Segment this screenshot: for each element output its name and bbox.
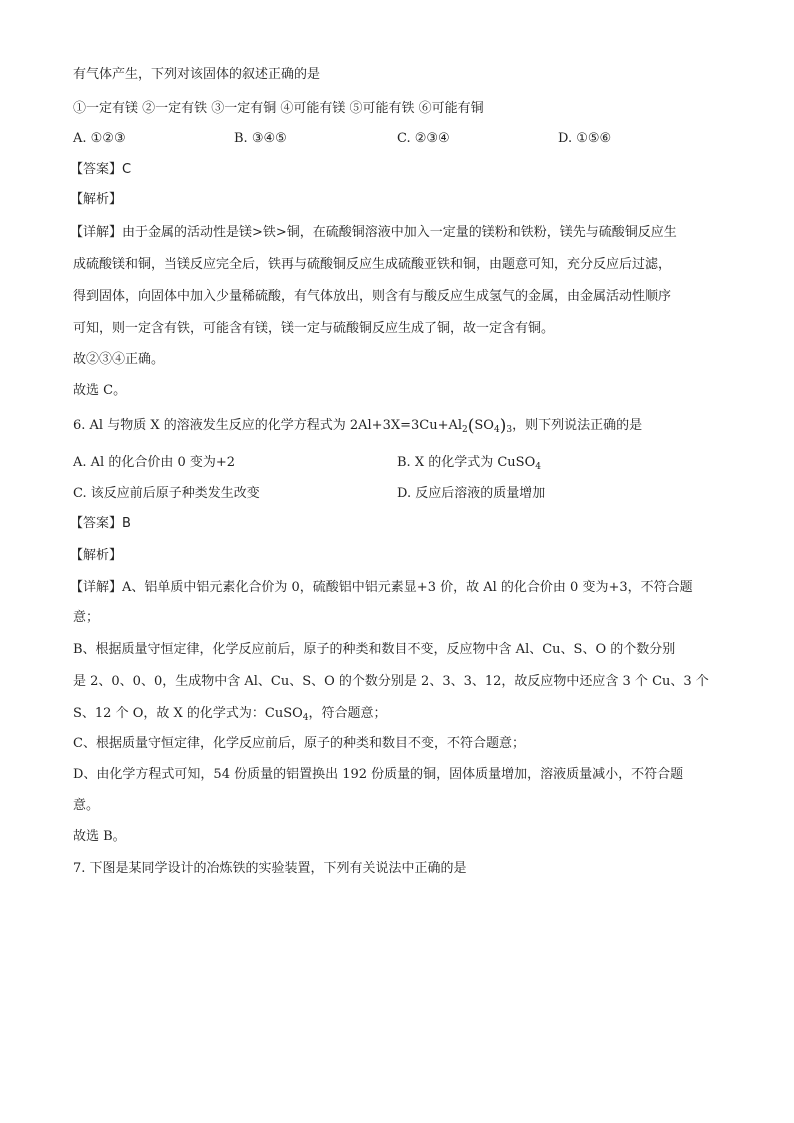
q6-choose: 故选 B。 — [73, 829, 126, 844]
detail-label: 【详解】 — [70, 225, 123, 240]
q5-choose: 故选 C。 — [73, 383, 127, 398]
q6-detail-line-3: B、根据质量守恒定律，化学反应前后，原子的种类和数目不变，反应物中含 Al、Cu、S、O 的个数分别 — [73, 642, 676, 657]
q5-detail-line-4: 可知，则一定含有铁，可能含有镁，镁一定与硫酸铜反应生成了铜，故一定含有铜。 — [73, 321, 555, 336]
q6-detail-line-6: C、根据质量守恒定律，化学反应前后，原子的种类和数目不变，不符合题意； — [73, 736, 525, 751]
q5-detail-line-1: 【详解】由于金属的活动性是镁>铁>铜，在硫酸铜溶液中加入一定量的镁粉和铁粉，镁先与硫酸铜反应生 — [70, 225, 677, 240]
answer-label: 【答案】 — [70, 516, 123, 531]
q6-detail-line-4: 是 2、0、0、0，生成物中含 Al、Cu、S、O 的个数分别是 2、3、3、12，故反应物中还应含 3 个 Cu、3 个 — [73, 674, 709, 689]
q7-stem: 7. 下图是某同学设计的冶炼铁的实验装置，下列有关说法中正确的是 — [73, 861, 467, 876]
q6-detail-line-8: 意。 — [73, 798, 100, 813]
q5-conclusion: 故②③④正确。 — [73, 352, 165, 367]
q6-analysis-label: 【解析】 — [70, 548, 123, 563]
q6-detail-line-2: 意； — [73, 610, 100, 625]
answer-value: C — [122, 162, 132, 177]
q5-option-a: A. ①②③ — [73, 131, 126, 146]
q6-option-c: C. 该反应前后原子种类发生改变 — [73, 486, 260, 501]
q6-detail-line-7: D、由化学方程式可知，54 份质量的铝置换出 192 份质量的铜，固体质量增加，溶液质量减小，不符合题 — [73, 767, 684, 782]
q5-statements: ①一定有镁 ②一定有铁 ③一定有铜 ④可能有镁 ⑤可能有铁 ⑥可能有铜 — [73, 101, 484, 116]
q5-answer — [70, 161, 131, 179]
q5-detail-line-3: 得到固体，向固体中加入少量稀硫酸，有气体放出，则含有与酸反应生成氢气的金属，由金属活动性顺序 — [73, 289, 672, 304]
q6-option-b: B. X 的化学式为 CuSO$_4$ — [397, 455, 541, 472]
answer-label: 【答案】 — [70, 162, 123, 177]
q5-analysis-label: 【解析】 — [70, 192, 123, 207]
q6-stem: 6. Al 与物质 X 的溶液发生反应的化学方程式为 $2Al+3X=3Cu+Al_2(SO_4)_3$，则下列说法正确的是 — [73, 416, 643, 436]
q5-option-c: C. ②③④ — [397, 131, 450, 146]
q6-detail-line-1: 【详解】A、铝单质中铝元素化合价为 0，硫酸铝中铝元素显+3 价，故 Al 的化合价由 0 变为+3，不符合题 — [70, 580, 693, 595]
q5-option-d: D. ①⑤⑥ — [558, 131, 612, 146]
answer-value: B — [122, 516, 131, 531]
q6-option-a: A. Al 的化合价由 0 变为+2 — [73, 455, 236, 470]
q5-option-b: B. ③④⑤ — [234, 131, 287, 146]
q6-option-d: D. 反应后溶液的质量增加 — [397, 486, 546, 501]
q5-detail-line-2: 成硫酸镁和铜，当镁反应完全后，铁再与硫酸铜反应生成硫酸亚铁和铜，由题意可知，充分反应后过滤， — [73, 257, 672, 272]
q6-answer — [70, 515, 131, 533]
detail-label: 【详解】 — [70, 580, 123, 595]
q5-stem-tail: 有气体产生，下列对该固体的叙述正确的是 — [73, 67, 321, 82]
q6-detail-line-5: S、12 个 O，故 X 的化学式为：CuSO$_4$，符合题意； — [73, 706, 387, 723]
